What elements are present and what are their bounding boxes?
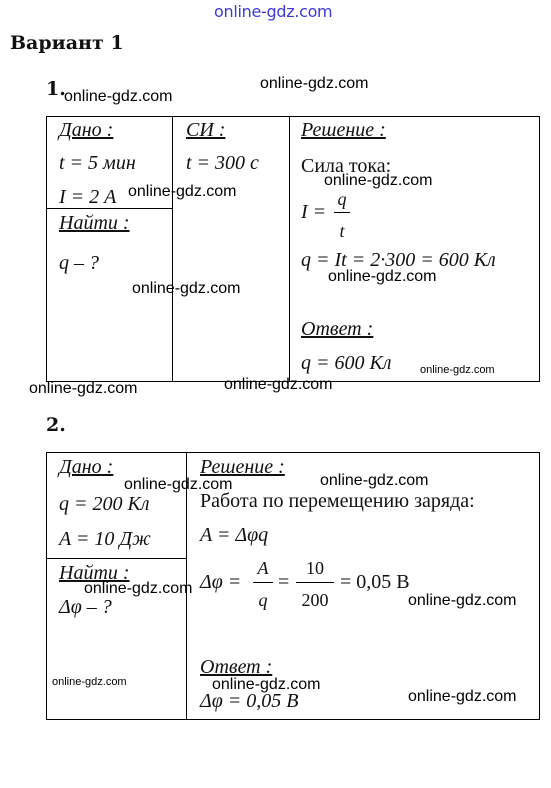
find-heading: Найти : — [59, 562, 130, 584]
problem-2-number: 2. — [46, 414, 66, 436]
si-time: t = 300 с — [186, 152, 259, 174]
given-heading: Дано : — [59, 119, 114, 141]
find-heading: Найти : — [59, 212, 130, 234]
fraction-bar — [253, 582, 273, 583]
problem-1-number: 1. — [46, 78, 66, 100]
solution-heading: Решение : — [301, 119, 386, 141]
calc-lhs: Δφ = — [200, 571, 242, 593]
answer-heading: Ответ : — [301, 318, 374, 340]
calc-numerator-1: A — [257, 558, 269, 578]
watermark: online-gdz.com — [132, 280, 241, 297]
watermark: online-gdz.com — [320, 472, 429, 489]
watermark: online-gdz.com — [84, 580, 193, 597]
calc-equals: = — [278, 571, 290, 593]
calc-denominator-1: q — [258, 590, 268, 610]
watermark: online-gdz.com — [408, 592, 517, 609]
watermark: online-gdz.com — [324, 172, 433, 189]
calc-numerator-2: 10 — [306, 558, 324, 578]
find-charge: q – ? — [59, 252, 99, 274]
watermark: online-gdz.com — [52, 676, 127, 688]
watermark: online-gdz.com — [64, 88, 173, 105]
watermark: online-gdz.com — [260, 75, 369, 92]
si-heading: СИ : — [186, 119, 226, 141]
watermark: online-gdz.com — [212, 676, 321, 693]
watermark: online-gdz.com — [29, 380, 138, 397]
calc-result: = 0,05 В — [340, 571, 410, 593]
find-potential-difference: Δφ – ? — [59, 596, 112, 618]
watermark: online-gdz.com — [420, 364, 495, 376]
watermark: online-gdz.com — [328, 268, 437, 285]
watermark: online-gdz.com — [224, 376, 333, 393]
formula: A = Δφq — [200, 524, 269, 546]
formula-lhs: I = — [301, 201, 327, 223]
given-work: A = 10 Дж — [59, 528, 151, 550]
given-heading: Дано : — [59, 456, 114, 478]
fraction-bar — [334, 212, 350, 213]
watermark: online-gdz.com — [128, 183, 237, 200]
formula-numerator: q — [337, 189, 347, 209]
given-time: t = 5 мин — [59, 152, 136, 174]
answer-value: Δφ = 0,05 В — [200, 690, 299, 712]
answer-heading: Ответ : — [200, 656, 273, 678]
answer-value: q = 600 Кл — [301, 352, 392, 374]
solution-text: Работа по перемещению заряда: — [200, 490, 475, 512]
variant-title: Вариант 1 — [10, 32, 124, 54]
solution-text: Сила тока: — [301, 155, 392, 177]
site-header-link[interactable]: online-gdz.com — [214, 2, 333, 21]
fraction-bar — [296, 582, 334, 583]
watermark: online-gdz.com — [124, 476, 233, 493]
calculation: q = It = 2·300 = 600 Кл — [301, 249, 496, 271]
solution-heading: Решение : — [200, 456, 285, 478]
given-charge: q = 200 Кл — [59, 493, 150, 515]
watermark: online-gdz.com — [408, 688, 517, 705]
formula-denominator: t — [339, 221, 345, 241]
calc-denominator-2: 200 — [301, 590, 329, 610]
given-current: I = 2 А — [59, 186, 117, 208]
